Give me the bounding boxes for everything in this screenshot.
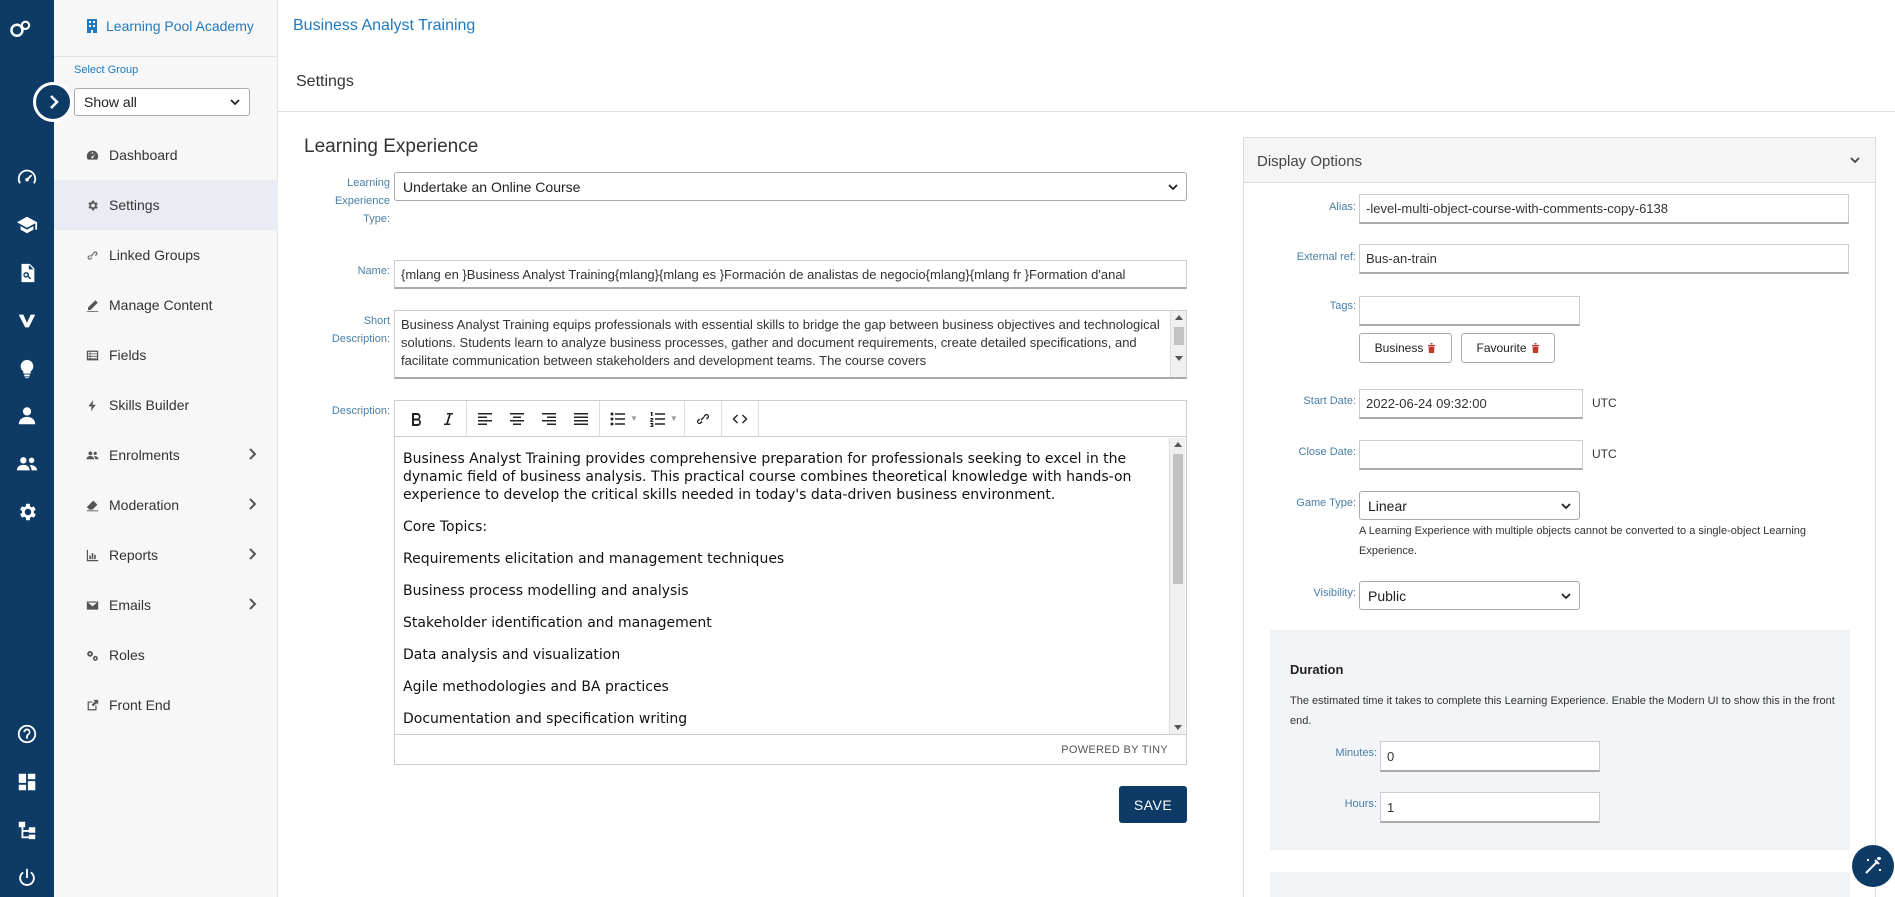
sidebar-item-settings[interactable]: [54, 180, 278, 230]
sidebar-expand-button[interactable]: [33, 82, 73, 122]
display-options-title: Display Options: [1257, 153, 1363, 170]
editor-content[interactable]: [395, 438, 1186, 734]
start-date-timezone: UTC: [1592, 396, 1617, 410]
scroll-up-icon: [1175, 315, 1183, 320]
tag-label: Favourite: [1476, 341, 1527, 355]
chevron-down-icon: ▼: [669, 414, 678, 423]
sidebar-item-skills-builder[interactable]: [54, 380, 278, 430]
editor-paragraph: Stakeholder identification and management: [403, 615, 712, 631]
v-logo-icon[interactable]: [13, 307, 41, 335]
hours-input[interactable]: [1380, 792, 1600, 823]
game-type-value: Linear: [1368, 497, 1407, 514]
power-icon[interactable]: [13, 864, 41, 892]
hours-value: 1: [1387, 799, 1395, 815]
app-logo[interactable]: [9, 18, 45, 48]
minutes-label: Minutes:: [1335, 747, 1377, 759]
tag-favourite[interactable]: [1461, 333, 1555, 363]
game-type-label: Game Type:: [1296, 497, 1356, 509]
display-options-header[interactable]: [1244, 138, 1875, 183]
sidebar-item-label: Manage Content: [109, 297, 213, 313]
short-description-label-line: Short: [363, 315, 390, 327]
building-icon: [86, 19, 98, 33]
justify-button[interactable]: [565, 405, 597, 433]
magic-wand-icon: [1862, 855, 1884, 877]
chevron-down-icon: [1849, 155, 1861, 165]
graduation-cap-icon[interactable]: [13, 211, 41, 239]
numbered-list-button[interactable]: [642, 405, 682, 433]
select-group-dropdown[interactable]: [74, 88, 250, 116]
sidebar-item-label: Front End: [109, 697, 171, 713]
next-section: [1270, 872, 1850, 897]
chevron-down-icon: [1168, 182, 1178, 192]
page-subtitle: Settings: [296, 73, 354, 90]
link-icon: [84, 247, 100, 263]
experience-type-value: Undertake an Online Course: [403, 178, 581, 195]
short-description-value: Business Analyst Training equips professionals with essential skills to bridge the gap between business objectives and technological solutions. Students learn to analyze business processes, gather and document requirements, create detailed specifications, and facilitate communication between stakeholders and development teams. The course covers: [401, 317, 1160, 368]
hours-label: Hours:: [1344, 798, 1377, 810]
lightbulb-icon[interactable]: [13, 355, 41, 383]
sidebar-item-reports[interactable]: [54, 530, 278, 580]
sidebar-item-roles[interactable]: [54, 630, 278, 680]
external-ref-input[interactable]: [1359, 244, 1849, 274]
sidebar-item-manage-content[interactable]: [54, 280, 278, 330]
minutes-value: 0: [1387, 748, 1395, 764]
gear-icon[interactable]: [13, 498, 41, 526]
envelope-icon: [84, 597, 100, 613]
visibility-label: Visibility:: [1313, 587, 1356, 599]
bullet-list-button[interactable]: [602, 405, 642, 433]
help-icon[interactable]: [13, 720, 41, 748]
type-label-line: Type:: [363, 213, 390, 225]
editor-paragraph: Requirements elicitation and management techniques: [403, 551, 785, 567]
align-right-button[interactable]: [533, 405, 565, 433]
type-label-line: Learning: [347, 177, 390, 189]
description-label: Description:: [331, 405, 390, 417]
short-description-label-line: Description:: [331, 333, 390, 345]
sidebar-item-label: Settings: [109, 197, 160, 213]
sidebar-item-label: Fields: [109, 347, 147, 363]
sidebar-item-label: Reports: [109, 547, 159, 563]
name-label: Name:: [357, 265, 390, 277]
game-type-note: A Learning Experience with multiple objects cannot be converted to a single-object Learning Experience.: [1359, 525, 1806, 557]
sidebar-item-linked-groups[interactable]: [54, 230, 278, 280]
sidebar-item-label: Moderation: [109, 497, 180, 513]
italic-button[interactable]: [432, 405, 464, 433]
alias-label: Alias:: [1329, 201, 1356, 213]
visibility-select[interactable]: [1359, 581, 1580, 610]
editor-scrollbar[interactable]: [1169, 438, 1185, 734]
short-description-textarea[interactable]: [394, 310, 1187, 379]
chevron-down-icon: ▼: [630, 414, 638, 423]
toolbar-separator: [599, 401, 600, 437]
bullet-list-icon: [609, 410, 627, 428]
sidebar-item-emails[interactable]: [54, 580, 278, 630]
sidebar-item-label: Dashboard: [109, 147, 178, 163]
type-label-line: Experience: [334, 195, 390, 207]
scroll-up-icon: [1174, 442, 1182, 447]
tags-label: Tags:: [1329, 300, 1356, 312]
sidebar-item-label: Enrolments: [109, 447, 180, 463]
insert-link-button[interactable]: [687, 405, 719, 433]
tags-input[interactable]: [1359, 296, 1580, 326]
scroll-thumb[interactable]: [1173, 454, 1183, 584]
toolbar-separator: [758, 401, 759, 437]
editor-paragraph: Agile methodologies and BA practices: [403, 679, 669, 695]
save-button[interactable]: SAVE: [1119, 786, 1187, 823]
chevron-right-icon: [248, 447, 258, 461]
file-search-icon[interactable]: [13, 259, 41, 287]
sidebar-item-moderation[interactable]: [54, 480, 278, 530]
editor-paragraph: Business process modelling and analysis: [403, 583, 689, 599]
name-input-value: {mlang en }Business Analyst Training{mlang}{mlang es }Formación de analistas de negocio{mlang}{mlang fr }Formation d'anal: [401, 266, 1126, 282]
alias-input[interactable]: [1359, 194, 1849, 224]
editor-paragraph: Business Analyst Training provides comprehensive preparation for professionals seeking to excel in the dynamic field of business analysis. This practical course combines theoretical knowledge with hands-on experience to develop the critical skills needed in today's data-driven business environment.: [403, 451, 1132, 503]
page-header: [278, 0, 1895, 112]
game-type-select[interactable]: [1359, 491, 1580, 520]
start-date-value: 2022-06-24 09:32:00: [1366, 396, 1487, 411]
code-icon: [731, 410, 749, 428]
dashboard-grid-icon[interactable]: [13, 768, 41, 796]
start-date-label: Start Date:: [1303, 395, 1356, 407]
close-date-input[interactable]: [1359, 440, 1583, 470]
source-code-button[interactable]: [724, 405, 756, 433]
list-icon: [84, 347, 100, 363]
align-left-icon: [476, 410, 494, 428]
editor-toolbar: [395, 401, 1186, 437]
toolbar-separator: [466, 401, 467, 437]
short-description-label: [320, 312, 390, 348]
section-title: Learning Experience: [304, 136, 479, 157]
short-description-scrollbar[interactable]: [1170, 311, 1186, 377]
duration-section: [1270, 630, 1850, 850]
user-icon[interactable]: [13, 402, 41, 430]
chart-icon: [84, 547, 100, 563]
italic-icon: [439, 410, 457, 428]
site-name-link[interactable]: [86, 18, 254, 34]
chevron-right-icon: [248, 597, 258, 611]
bolt-icon: [84, 397, 100, 413]
sidebar-nav: [54, 130, 278, 730]
chevron-right-icon: [248, 547, 258, 561]
chevron-down-icon: [230, 97, 240, 107]
tag-label: Business: [1374, 341, 1424, 355]
close-date-label: Close Date:: [1298, 446, 1356, 458]
duration-title: Duration: [1290, 662, 1344, 677]
sidebar-item-label: Skills Builder: [109, 397, 190, 413]
chevron-down-icon: [1561, 501, 1571, 511]
editor-branding[interactable]: POWERED BY TINY: [395, 734, 1186, 764]
external-ref-label: External ref:: [1296, 251, 1356, 263]
gear-icon: [84, 197, 100, 213]
alias-value: -level-multi-object-course-with-comments-copy-6138: [1366, 201, 1668, 216]
toolbar-separator: [684, 401, 685, 437]
users-icon: [84, 447, 100, 463]
minutes-input[interactable]: [1380, 741, 1600, 772]
tag-business[interactable]: [1359, 333, 1452, 363]
numbered-list-icon: [649, 410, 667, 428]
rich-text-editor: [394, 400, 1187, 765]
sidebar-item-fields[interactable]: [54, 330, 278, 380]
external-ref-value: Bus-an-train: [1366, 251, 1437, 266]
toolbar-separator: [721, 401, 722, 437]
dashboard-icon: [84, 147, 100, 163]
select-group-label: Select Group: [74, 64, 139, 76]
eraser-icon: [84, 497, 100, 513]
pencil-icon: [84, 297, 100, 313]
editor-paragraph: Documentation and specification writing: [403, 711, 688, 727]
experience-type-select[interactable]: [394, 172, 1187, 201]
external-link-icon: [84, 697, 100, 713]
scroll-down-icon: [1174, 725, 1182, 730]
visibility-value: Public: [1368, 587, 1407, 604]
sidebar-item-label: Roles: [109, 647, 145, 663]
cogs-icon: [84, 647, 100, 663]
start-date-input[interactable]: [1359, 389, 1583, 419]
select-group-value: Show all: [84, 94, 137, 110]
align-justify-icon: [572, 410, 590, 428]
align-right-icon: [540, 410, 558, 428]
align-left-button[interactable]: [469, 405, 501, 433]
sidebar-item-front-end[interactable]: [54, 680, 278, 730]
scroll-down-icon: [1175, 356, 1183, 361]
trash-icon[interactable]: [1427, 343, 1436, 353]
chevron-right-icon: [44, 93, 62, 111]
sidebar-item-label: Linked Groups: [109, 247, 201, 263]
chevron-down-icon: [1561, 591, 1571, 601]
bold-button[interactable]: [400, 405, 432, 433]
site-name-label: Learning Pool Academy: [106, 18, 254, 34]
icon-rail: [0, 0, 54, 897]
name-input[interactable]: [394, 260, 1187, 289]
chevron-right-icon: [248, 497, 258, 511]
sidebar-item-label: Emails: [109, 597, 152, 613]
link-icon: [694, 410, 712, 428]
bold-icon: [407, 410, 425, 428]
breadcrumb[interactable]: Business Analyst Training: [293, 17, 476, 34]
align-center-icon: [508, 410, 526, 428]
hierarchy-icon[interactable]: [13, 816, 41, 844]
sidebar: [54, 0, 278, 897]
users-icon[interactable]: [13, 450, 41, 478]
trash-icon[interactable]: [1531, 343, 1540, 353]
scroll-thumb[interactable]: [1174, 327, 1184, 345]
align-center-button[interactable]: [501, 405, 533, 433]
type-label: [330, 174, 390, 228]
sidebar-item-dashboard[interactable]: [54, 130, 278, 180]
duration-note: The estimated time it takes to complete this Learning Experience. Enable the Modern UI to show this in the front end.: [1290, 695, 1835, 727]
editor-paragraph: Core Topics:: [403, 519, 488, 535]
speedometer-icon[interactable]: [13, 163, 41, 191]
magic-wand-button[interactable]: [1852, 845, 1894, 887]
close-date-timezone: UTC: [1592, 447, 1617, 461]
sidebar-item-enrolments[interactable]: [54, 430, 278, 480]
editor-paragraph: Data analysis and visualization: [403, 647, 621, 663]
sidebar-divider: [54, 56, 277, 57]
